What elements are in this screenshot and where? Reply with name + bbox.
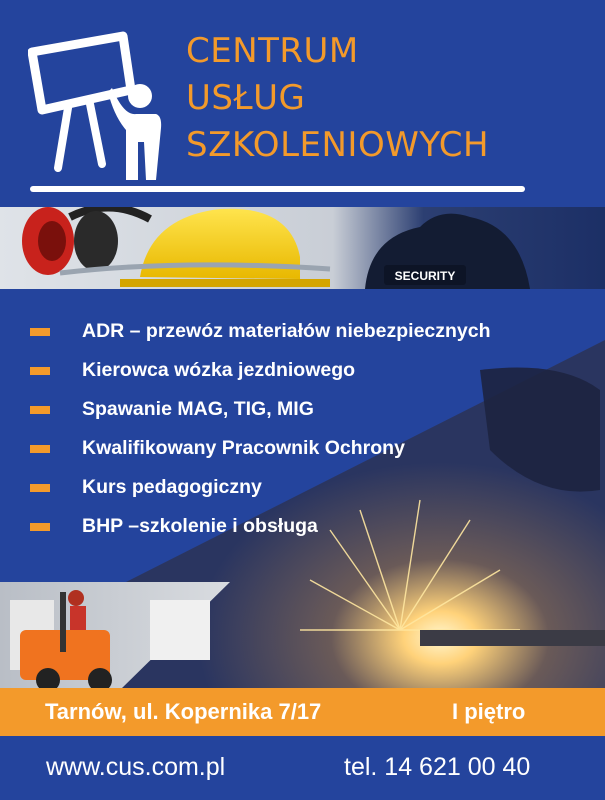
bullet-dash (30, 328, 50, 336)
course-label: Kwalifikowany Pracownik Ochrony (82, 437, 405, 459)
course-item (30, 507, 491, 546)
safety-equipment-photo (0, 207, 605, 289)
bullet-dash (30, 484, 50, 492)
course-list (30, 312, 491, 546)
bullet-dash (30, 523, 50, 531)
teacher-at-board-icon (28, 30, 173, 190)
contact-footer (0, 736, 605, 800)
course-item (30, 468, 491, 507)
bullet-dash (30, 406, 50, 414)
title-line-2: USŁUG (186, 78, 306, 118)
course-item (30, 429, 491, 468)
course-item (30, 390, 491, 429)
website-link[interactable]: www.cus.com.pl (46, 753, 226, 781)
phone-number: tel. 14 621 00 40 (344, 753, 531, 781)
floor-label: I piętro (452, 699, 526, 724)
centre-title (186, 28, 489, 169)
title-line-1: CENTRUM (186, 31, 359, 71)
title-underline (30, 186, 525, 192)
course-label: BHP –szkolenie i obsługa (82, 515, 318, 537)
course-label: Spawanie MAG, TIG, MIG (82, 398, 314, 420)
bullet-dash (30, 367, 50, 375)
address-bar (0, 688, 605, 736)
course-label: Kierowca wózka jezdniowego (82, 359, 356, 381)
security-badge-text: SECURITY (394, 269, 456, 283)
title-line-3: SZKOLENIOWYCH (186, 125, 490, 165)
street-address: Tarnów, ul. Kopernika 7/17 (45, 699, 322, 724)
course-item (30, 312, 491, 351)
bullet-dash (30, 445, 50, 453)
course-label: ADR – przewóz materiałów niebezpiecznych (82, 320, 491, 342)
course-label: Kurs pedagogiczny (82, 476, 262, 498)
course-item (30, 351, 491, 390)
